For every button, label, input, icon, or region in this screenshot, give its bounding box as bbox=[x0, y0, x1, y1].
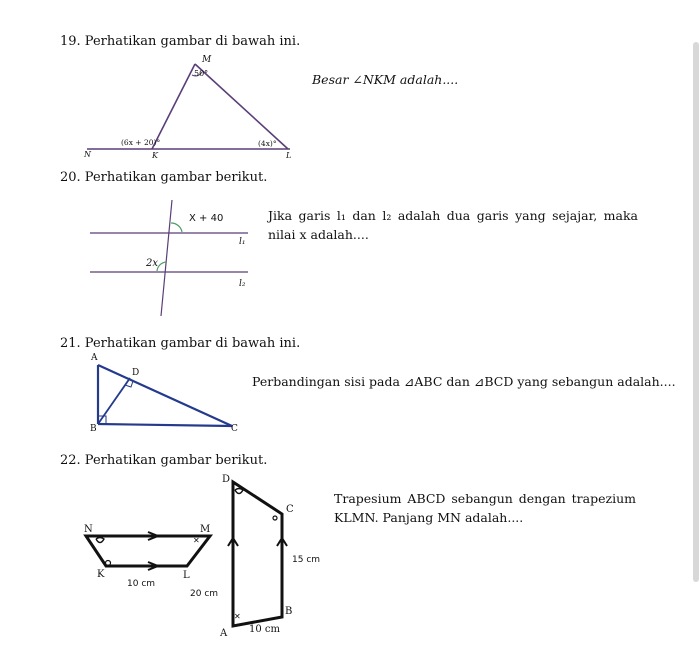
question-21-title: 21. Perhatikan gambar di bawah ini. bbox=[60, 336, 301, 351]
fig21-label-c: C bbox=[231, 424, 238, 434]
fig22-kl-length: 10 cm bbox=[127, 579, 156, 589]
fig22-abcd-mark-a: ✕ bbox=[234, 612, 241, 621]
fig21-label-d: D bbox=[132, 368, 140, 378]
fig20-angle-bottom: 2x bbox=[146, 258, 159, 269]
fig22-ab-length: 10 cm bbox=[249, 624, 280, 635]
fig22-label-b: B bbox=[285, 606, 293, 617]
fig20-line2-label: l₂ bbox=[239, 279, 246, 289]
question-19-title: 19. Perhatikan gambar di bawah ini. bbox=[60, 34, 301, 49]
figure-22-trapezoid-abcd bbox=[219, 474, 320, 639]
fig19-angle-m: 50° bbox=[194, 69, 209, 78]
fig22-label-a: A bbox=[220, 628, 228, 639]
fig22-label-d: D bbox=[222, 474, 231, 485]
fig19-label-k: K bbox=[152, 151, 158, 160]
fig19-label-n: N bbox=[84, 150, 91, 159]
fig22-ml-length: 20 cm bbox=[190, 589, 219, 599]
fig22-cb-length: 15 cm bbox=[292, 555, 321, 565]
fig19-label-m: M bbox=[202, 55, 212, 65]
figure-21-triangle bbox=[90, 353, 238, 434]
fig22-label-m: M bbox=[200, 524, 211, 535]
question-22-text: Trapesium ABCD sebangun dengan trapezium KLMN. Panjang MN adalah.... bbox=[334, 491, 636, 525]
question-20-text: Jika garis l₁ dan l₂ adalah dua garis yang sejajar, maka nilai x adalah.... bbox=[268, 208, 638, 242]
fig19-angle-k: (6x + 20)° bbox=[121, 138, 161, 147]
figure-19-triangle bbox=[83, 55, 291, 160]
fig22-klmn-mark-m: ✕ bbox=[193, 536, 200, 545]
figure-22-trapezoid-klmn bbox=[84, 524, 218, 599]
fig21-label-b: B bbox=[90, 424, 97, 434]
fig22-label-l: L bbox=[183, 570, 190, 581]
question-20-title: 20. Perhatikan gambar berikut. bbox=[60, 170, 268, 185]
fig21-label-a: A bbox=[91, 353, 98, 363]
fig19-angle-l: (4x)° bbox=[258, 139, 277, 148]
question-21-text: Perbandingan sisi pada ⊿ABC dan ⊿BCD yang sebangun adalah.... bbox=[252, 374, 676, 389]
fig20-line1-label: l₁ bbox=[239, 237, 246, 247]
fig22-label-n: N bbox=[84, 524, 93, 535]
figure-20-parallel-lines bbox=[90, 200, 248, 316]
fig20-angle-top: X + 40 bbox=[189, 213, 224, 224]
fig22-label-c: C bbox=[286, 504, 294, 515]
question-19-text: Besar ∠NKM adalah.... bbox=[312, 72, 459, 87]
fig22-label-k: K bbox=[97, 569, 105, 580]
fig19-label-l: L bbox=[286, 151, 292, 160]
question-22-title: 22. Perhatikan gambar berikut. bbox=[60, 453, 268, 468]
